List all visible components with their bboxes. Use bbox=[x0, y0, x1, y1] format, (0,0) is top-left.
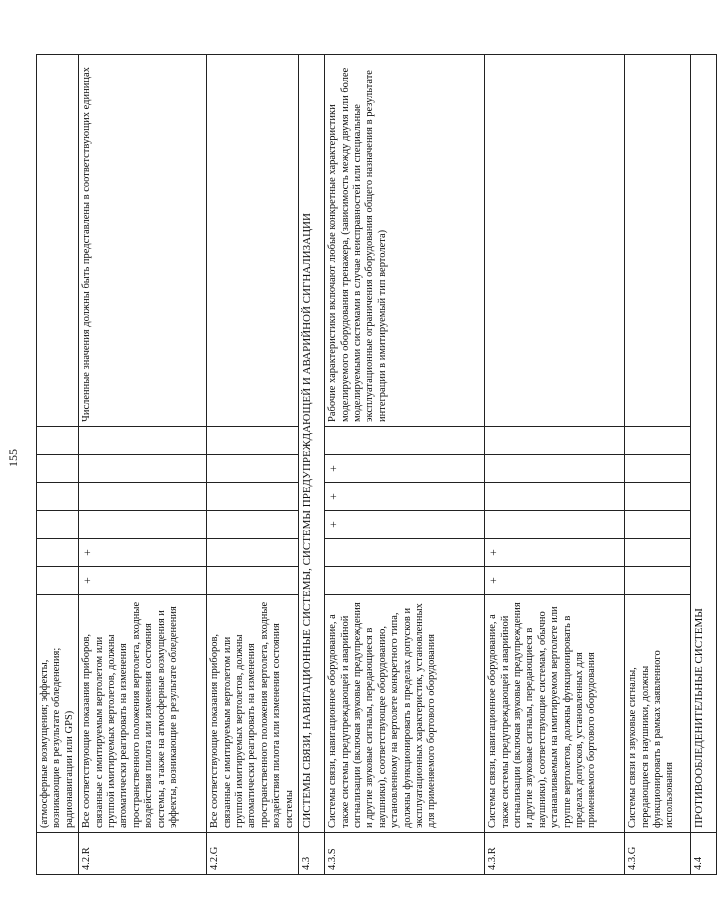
level-mark-cell bbox=[207, 567, 299, 595]
section-title-cell: СИСТЕМЫ СВЯЗИ, НАВИГАЦИОННЫЕ СИСТЕМЫ, СИСТЕМЫ ПРЕДУПРЕЖДАЮЩЕЙ И АВАРИЙНОЙ СИГНАЛИЗАЦИИ bbox=[299, 55, 325, 833]
level-mark-cell: + bbox=[79, 539, 207, 567]
level-mark-cell bbox=[207, 511, 299, 539]
notes-cell bbox=[37, 55, 79, 427]
row-id-cell: 4.3.G bbox=[625, 833, 691, 875]
level-mark-cell bbox=[79, 455, 207, 483]
table-row bbox=[37, 55, 79, 875]
requirement-description-cell: Все соответствующие показания приборов, связанные с имитируемым вертолетом или группой имитируемых вертолетов, должны автоматически реагировать на изменения пространственного положения вертолета, входные воздействия пилота или изменения состояния системы, а также на атмосферные возмущения и эффекты, возникающие в результате обледенения bbox=[79, 595, 207, 833]
level-mark-cell bbox=[625, 483, 691, 511]
section-row bbox=[691, 55, 717, 875]
level-mark-cell bbox=[79, 427, 207, 455]
row-id-cell: 4.3.R bbox=[485, 833, 625, 875]
notes-cell: Рабочие характеристики включают любые конкретные характеристики моделируемого оборудования тренажера, (зависимость между двумя или более моделируемыми системами в случае неисправностей или специальные эксплуатационные ограничения оборудования общего назначения в результате интеграции в имитируемый тип вертолета) bbox=[325, 55, 485, 427]
level-mark-cell bbox=[207, 427, 299, 455]
requirement-description-cell: Системы связи и звуковые сигналы, передающиеся в наушники, должны функционировать в рамках заявленного использования bbox=[625, 595, 691, 833]
level-mark-cell bbox=[207, 455, 299, 483]
row-id-cell: 4.2.R bbox=[79, 833, 207, 875]
level-mark-cell bbox=[37, 511, 79, 539]
level-mark-cell bbox=[207, 483, 299, 511]
level-mark-cell bbox=[625, 539, 691, 567]
section-row bbox=[299, 55, 325, 875]
level-mark-cell bbox=[325, 427, 485, 455]
level-mark-cell: + bbox=[325, 511, 485, 539]
row-id-cell bbox=[37, 833, 79, 875]
level-mark-cell: + bbox=[485, 567, 625, 595]
level-mark-cell bbox=[37, 427, 79, 455]
notes-cell bbox=[625, 55, 691, 427]
table-row bbox=[207, 55, 299, 875]
table-row bbox=[79, 55, 207, 875]
table-row bbox=[485, 55, 625, 875]
row-id-cell: 4.3 bbox=[299, 833, 325, 875]
level-mark-cell bbox=[625, 567, 691, 595]
requirement-description-cell: (атмосферные возмущения; эффекты, возникающие в результате обледенения; радионавигации или GPS) bbox=[37, 595, 79, 833]
section-title-cell: ПРОТИВООБЛЕДЕНИТЕЛЬНЫЕ СИСТЕМЫ bbox=[691, 55, 717, 833]
level-mark-cell bbox=[325, 567, 485, 595]
requirements-table-rotated bbox=[36, 55, 706, 875]
level-mark-cell: + bbox=[485, 539, 625, 567]
row-id-cell: 4.3.S bbox=[325, 833, 485, 875]
level-mark-cell bbox=[625, 455, 691, 483]
level-mark-cell bbox=[625, 427, 691, 455]
level-mark-cell bbox=[485, 483, 625, 511]
level-mark-cell bbox=[37, 483, 79, 511]
notes-cell bbox=[485, 55, 625, 427]
level-mark-cell bbox=[37, 567, 79, 595]
level-mark-cell bbox=[79, 483, 207, 511]
level-mark-cell: + bbox=[79, 567, 207, 595]
page-number: 155 bbox=[5, 449, 20, 467]
level-mark-cell: + bbox=[325, 483, 485, 511]
level-mark-cell bbox=[37, 539, 79, 567]
table-row bbox=[325, 55, 485, 875]
level-mark-cell bbox=[485, 455, 625, 483]
row-id-cell: 4.4 bbox=[691, 833, 717, 875]
notes-cell bbox=[207, 55, 299, 427]
level-mark-cell bbox=[625, 511, 691, 539]
level-mark-cell bbox=[37, 455, 79, 483]
row-id-cell: 4.2.G bbox=[207, 833, 299, 875]
level-mark-cell bbox=[325, 539, 485, 567]
level-mark-cell: + bbox=[325, 455, 485, 483]
requirement-description-cell: Системы связи, навигационное оборудование, а также системы предупреждающей и аварийной сигнализации (включая звуковые предупреждения и другие звуковые сигналы, передающиеся в наушники), соответствующее оборудованию, установленному на вертолете конкретного типа, должны функционировать в пределах допусков и эксплуатационных характеристик, установленных для применяемого бортового оборудования bbox=[325, 595, 485, 833]
level-mark-cell bbox=[485, 511, 625, 539]
notes-cell: Численные значения должны быть представлены в соответствующих единицах bbox=[79, 55, 207, 427]
requirement-description-cell: Системы связи, навигационное оборудование, а также системы предупреждающей и аварийной сигнализации (включая звуковые предупреждения и другие звуковые сигналы, передающиеся в наушники), соответствующие системам, обычно устанавливаемым на имитируемом вертолете или группе вертолетов, должны функционировать в пределах допусков, установленных для применяемого бортового оборудования bbox=[485, 595, 625, 833]
level-mark-cell bbox=[207, 539, 299, 567]
level-mark-cell bbox=[485, 427, 625, 455]
requirement-description-cell: Все соответствующие показания приборов, связанные с имитируемым вертолетом или группой имитируемых вертолетов, должны автоматически реагировать на изменения пространственного положения вертолета, входные воздействия пилота или изменения состояния системы bbox=[207, 595, 299, 833]
level-mark-cell bbox=[79, 511, 207, 539]
requirements-table bbox=[36, 54, 717, 875]
table-row bbox=[625, 55, 691, 875]
